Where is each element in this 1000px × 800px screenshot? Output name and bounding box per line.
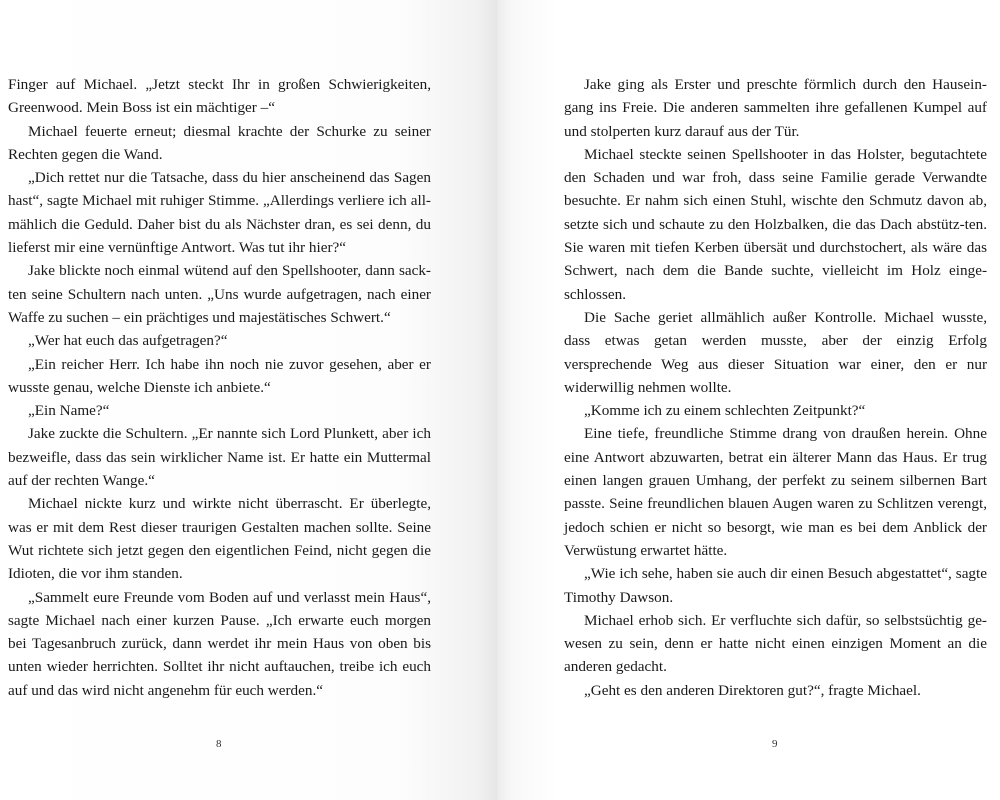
left-page xyxy=(0,0,497,800)
paragraph: „Sammelt eure Freunde vom Boden auf und verlasst mein Haus“, sagte Michael nach einer kurzen Pause. „Ich erwarte euch morgen bei Tagesanbruch zurück, dann werdet ihr mein Haus von oben bis unten wieder herrichten. Solltet ihr nicht auftauchen, treibe ich euch auf und das wird nicht angenehm für euch werden.“ xyxy=(8,588,431,699)
paragraph: Finger auf Michael. „Jetzt steckt Ihr in großen Schwierigkeiten, Greenwood. Mein Boss ist ein mächtiger –“ xyxy=(8,76,431,117)
paragraph: „Wer hat euch das aufgetragen?“ xyxy=(28,332,228,350)
paragraph: „Dich rettet nur die Tatsache, dass du hier anscheinend das Sagen hast“, sagte Michael mit ruhiger Stimme. „Allerdings verliere ich all-mählich die Geduld. Daher bist du als Nächster dran, es sei denn, du lieferst mir eine vernünftige Antwort. Was tut ihr hier?“ xyxy=(8,169,431,257)
paragraph: Michael nickte kurz und wirkte nicht überrascht. Er überlegte, was er mit dem Rest dieser traurigen Gestalten machen sollte. Seine Wut richtete sich jetzt gegen den eigentlichen Feind, nicht gegen die Idioten, die vor ihm standen. xyxy=(8,495,431,583)
paragraph: Die Sache geriet allmählich außer Kontrolle. Michael wusste, dass etwas getan werden musste, aber der einzig Erfolg versprechende Weg aus dieser Situation war einer, den er nur widerwillig nehmen wollte. xyxy=(564,308,987,396)
paragraph: Michael steckte seinen Spellshooter in das Holster, begutachtete den Schaden und war froh, dass seine Familie gerade Verwandte besuchte. Er nahm sich einen Stuhl, wischte den Schmutz davon ab, setzte sich und schaute zu den Holzbalken, die das Dach abstütz-ten. Sie waren mit tiefen Kerben übersät und durchstochert, als wäre das Schwert, nach dem die Bande suchte, vielleicht im Holz einge-schlossen. xyxy=(564,145,987,303)
paragraph: Jake blickte noch einmal wütend auf den Spellshooter, dann sack-ten seine Schultern nach unten. „Uns wurde aufgetragen, nach einer Waffe zu suchen – ein prächtiges und majestätisches Schwert.“ xyxy=(8,262,431,326)
paragraph: „Wie ich sehe, haben sie auch dir einen Besuch abgestattet“, sagte Timothy Dawson. xyxy=(564,565,987,606)
paragraph: „Komme ich zu einem schlechten Zeitpunkt?“ xyxy=(584,402,866,420)
paragraph: „Geht es den anderen Direktoren gut?“, fragte Michael. xyxy=(584,681,921,699)
paragraph: Jake ging als Erster und preschte förmlich durch den Hausein-gang ins Freie. Die anderen sammelten ihre gefallenen Kumpel auf und stolperten kurz darauf aus der Tür. xyxy=(564,76,987,140)
right-page-text xyxy=(564,73,987,702)
page-number: 8 xyxy=(216,738,222,750)
paragraph: „Ein Name?“ xyxy=(28,402,110,420)
paragraph: Eine tiefe, freundliche Stimme drang von draußen herein. Ohne eine Antwort abzuwarten, betrat ein älterer Mann das Haus. Er trug einen langen grauen Umhang, der perfekt zu seinem silbernen Bart passte. Seine freundlichen blauen Augen waren zu Schlitzen verengt, jedoch schien er nicht so besorgt, wie man es bei dem Anblick der Verwüstung erwartet hätte. xyxy=(564,425,987,559)
paragraph: „Ein reicher Herr. Ich habe ihn noch nie zuvor gesehen, aber er wusste genau, welche Dienste ich anbiete.“ xyxy=(8,355,431,396)
paragraph: Michael erhob sich. Er verfluchte sich dafür, so selbstsüchtig ge-wesen zu sein, denn er hatte nicht einen einzigen Moment an die anderen gedacht. xyxy=(564,611,987,676)
paragraph: Jake zuckte die Schultern. „Er nannte sich Lord Plunkett, aber ich bezweifle, dass das sein wirklicher Name ist. Er hatte ein Muttermal auf der rechten Wange.“ xyxy=(8,425,431,490)
right-page xyxy=(497,0,1000,800)
left-page-text xyxy=(8,73,431,702)
page-number: 9 xyxy=(772,738,778,750)
paragraph: Michael feuerte erneut; diesmal krachte der Schurke zu seiner Rechten gegen die Wand. xyxy=(8,122,431,163)
